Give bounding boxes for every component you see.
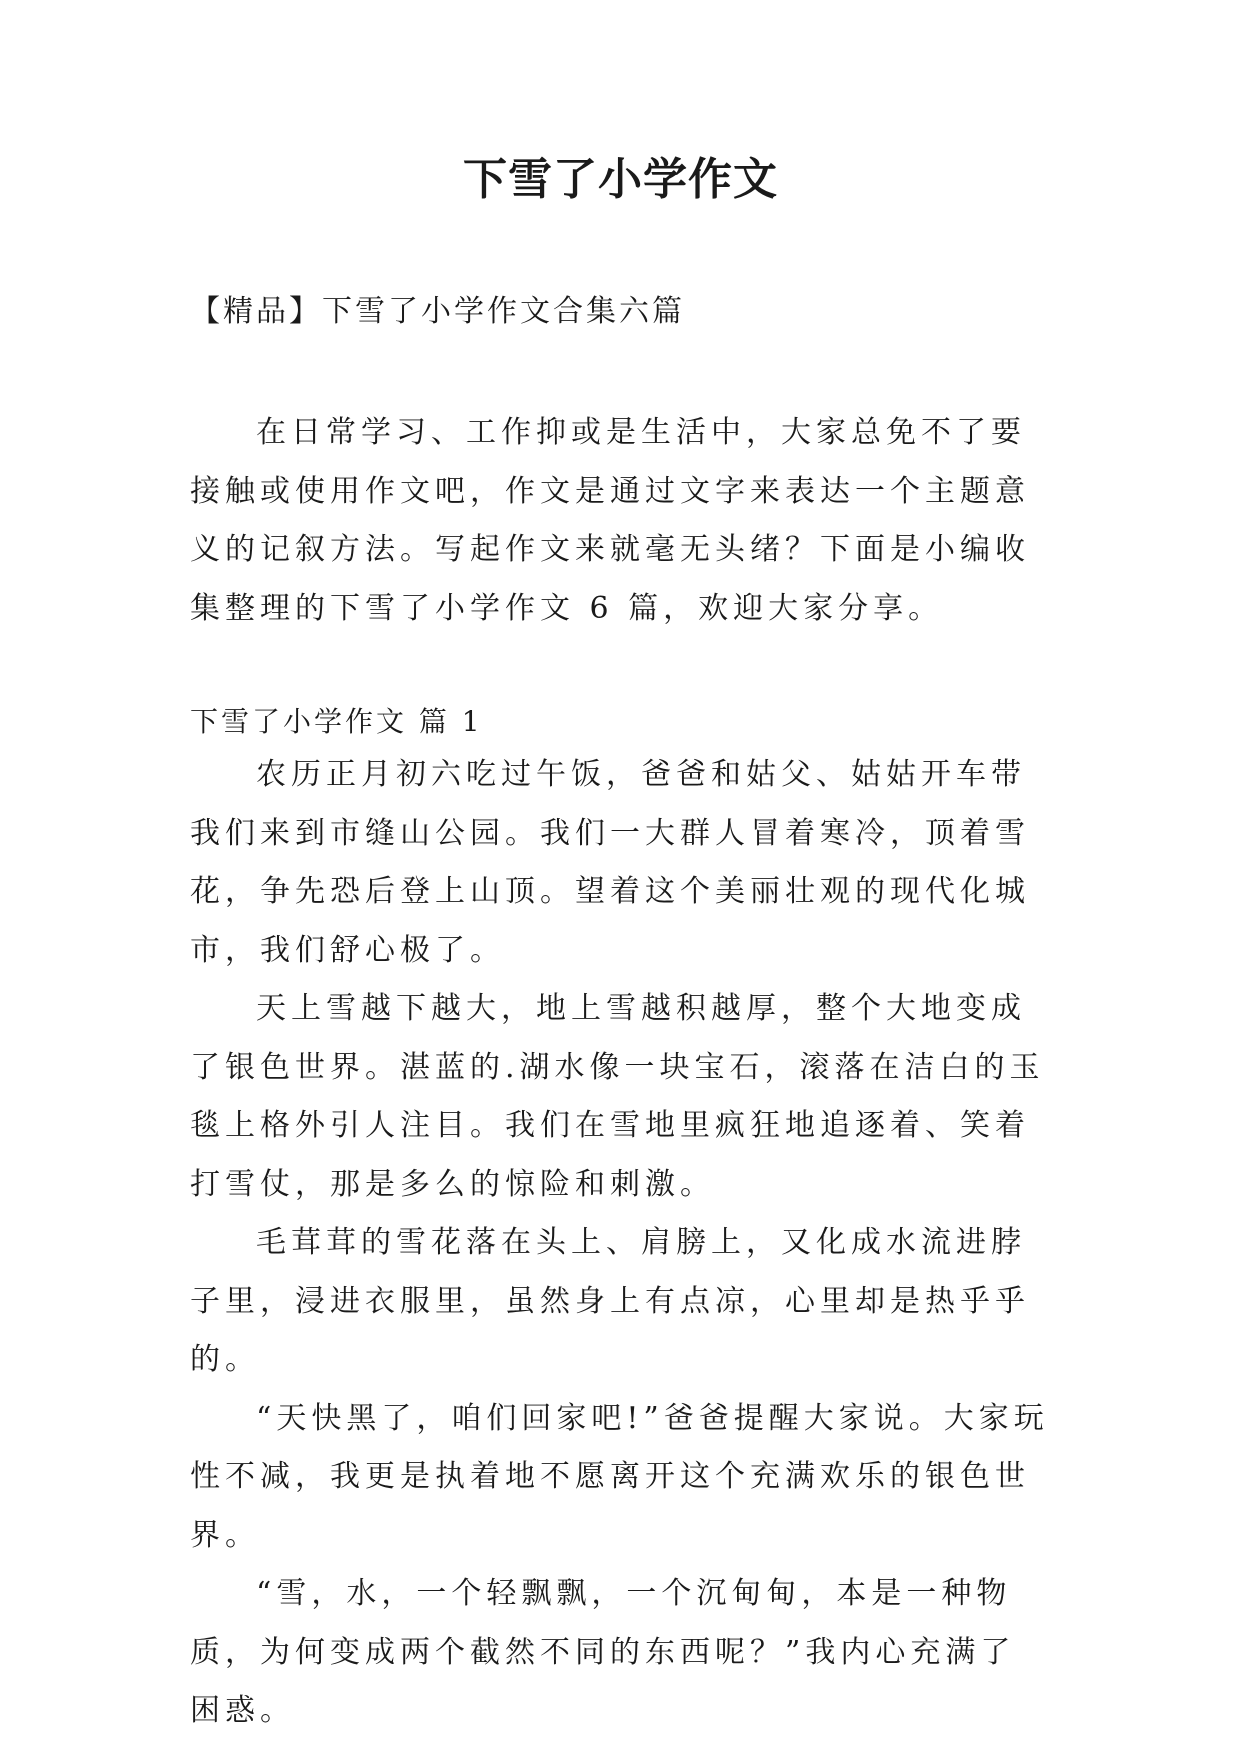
article-body (190, 746, 1050, 1741)
intro-paragraph: 在日常学习、工作抑或是生活中，大家总免不了要接触或使用作文吧，作文是通过文字来表达一个主题意义的记叙方法。写起作文来就毫无头绪？下面是小编收集整理的下雪了小学作文 6 篇，欢迎大家分享。 (190, 415, 1030, 626)
document-subtitle: 【精品】下雪了小学作文合集六篇 (190, 294, 685, 329)
article-paragraph-5: “雪，水，一个轻飘飘，一个沉甸甸，本是一种物质，为何变成两个截然不同的东西呢？”我内心充满了困惑。 (190, 1576, 1016, 1728)
article-paragraph-2: 天上雪越下越大，地上雪越积越厚，整个大地变成了银色世界。湛蓝的.湖水像一块宝石，滚落在洁白的玉毯上格外引人注目。我们在雪地里疯狂地追逐着、笑着打雪仗，那是多么的惊险和刺激。 (190, 991, 1045, 1202)
article-paragraph-1: 农历正月初六吃过午饭，爸爸和姑父、姑姑开车带我们来到市缝山公园。我们一大群人冒着寒冷，顶着雪花，争先恐后登上山顶。望着这个美丽壮观的现代化城市，我们舒心极了。 (190, 757, 1030, 968)
section-heading: 下雪了小学作文 篇 1 (190, 705, 483, 738)
intro-section (190, 404, 1050, 638)
article-paragraph-3: 毛茸茸的雪花落在头上、肩膀上，又化成水流进脖子里，浸进衣服里，虽然身上有点凉，心里却是热乎乎的。 (190, 1225, 1030, 1377)
document-title: 下雪了小学作文 (463, 154, 778, 205)
article-paragraph-4: “天快黑了，咱们回家吧!”爸爸提醒大家说。大家玩性不减，我更是执着地不愿离开这个充满欢乐的银色世界。 (190, 1400, 1049, 1553)
